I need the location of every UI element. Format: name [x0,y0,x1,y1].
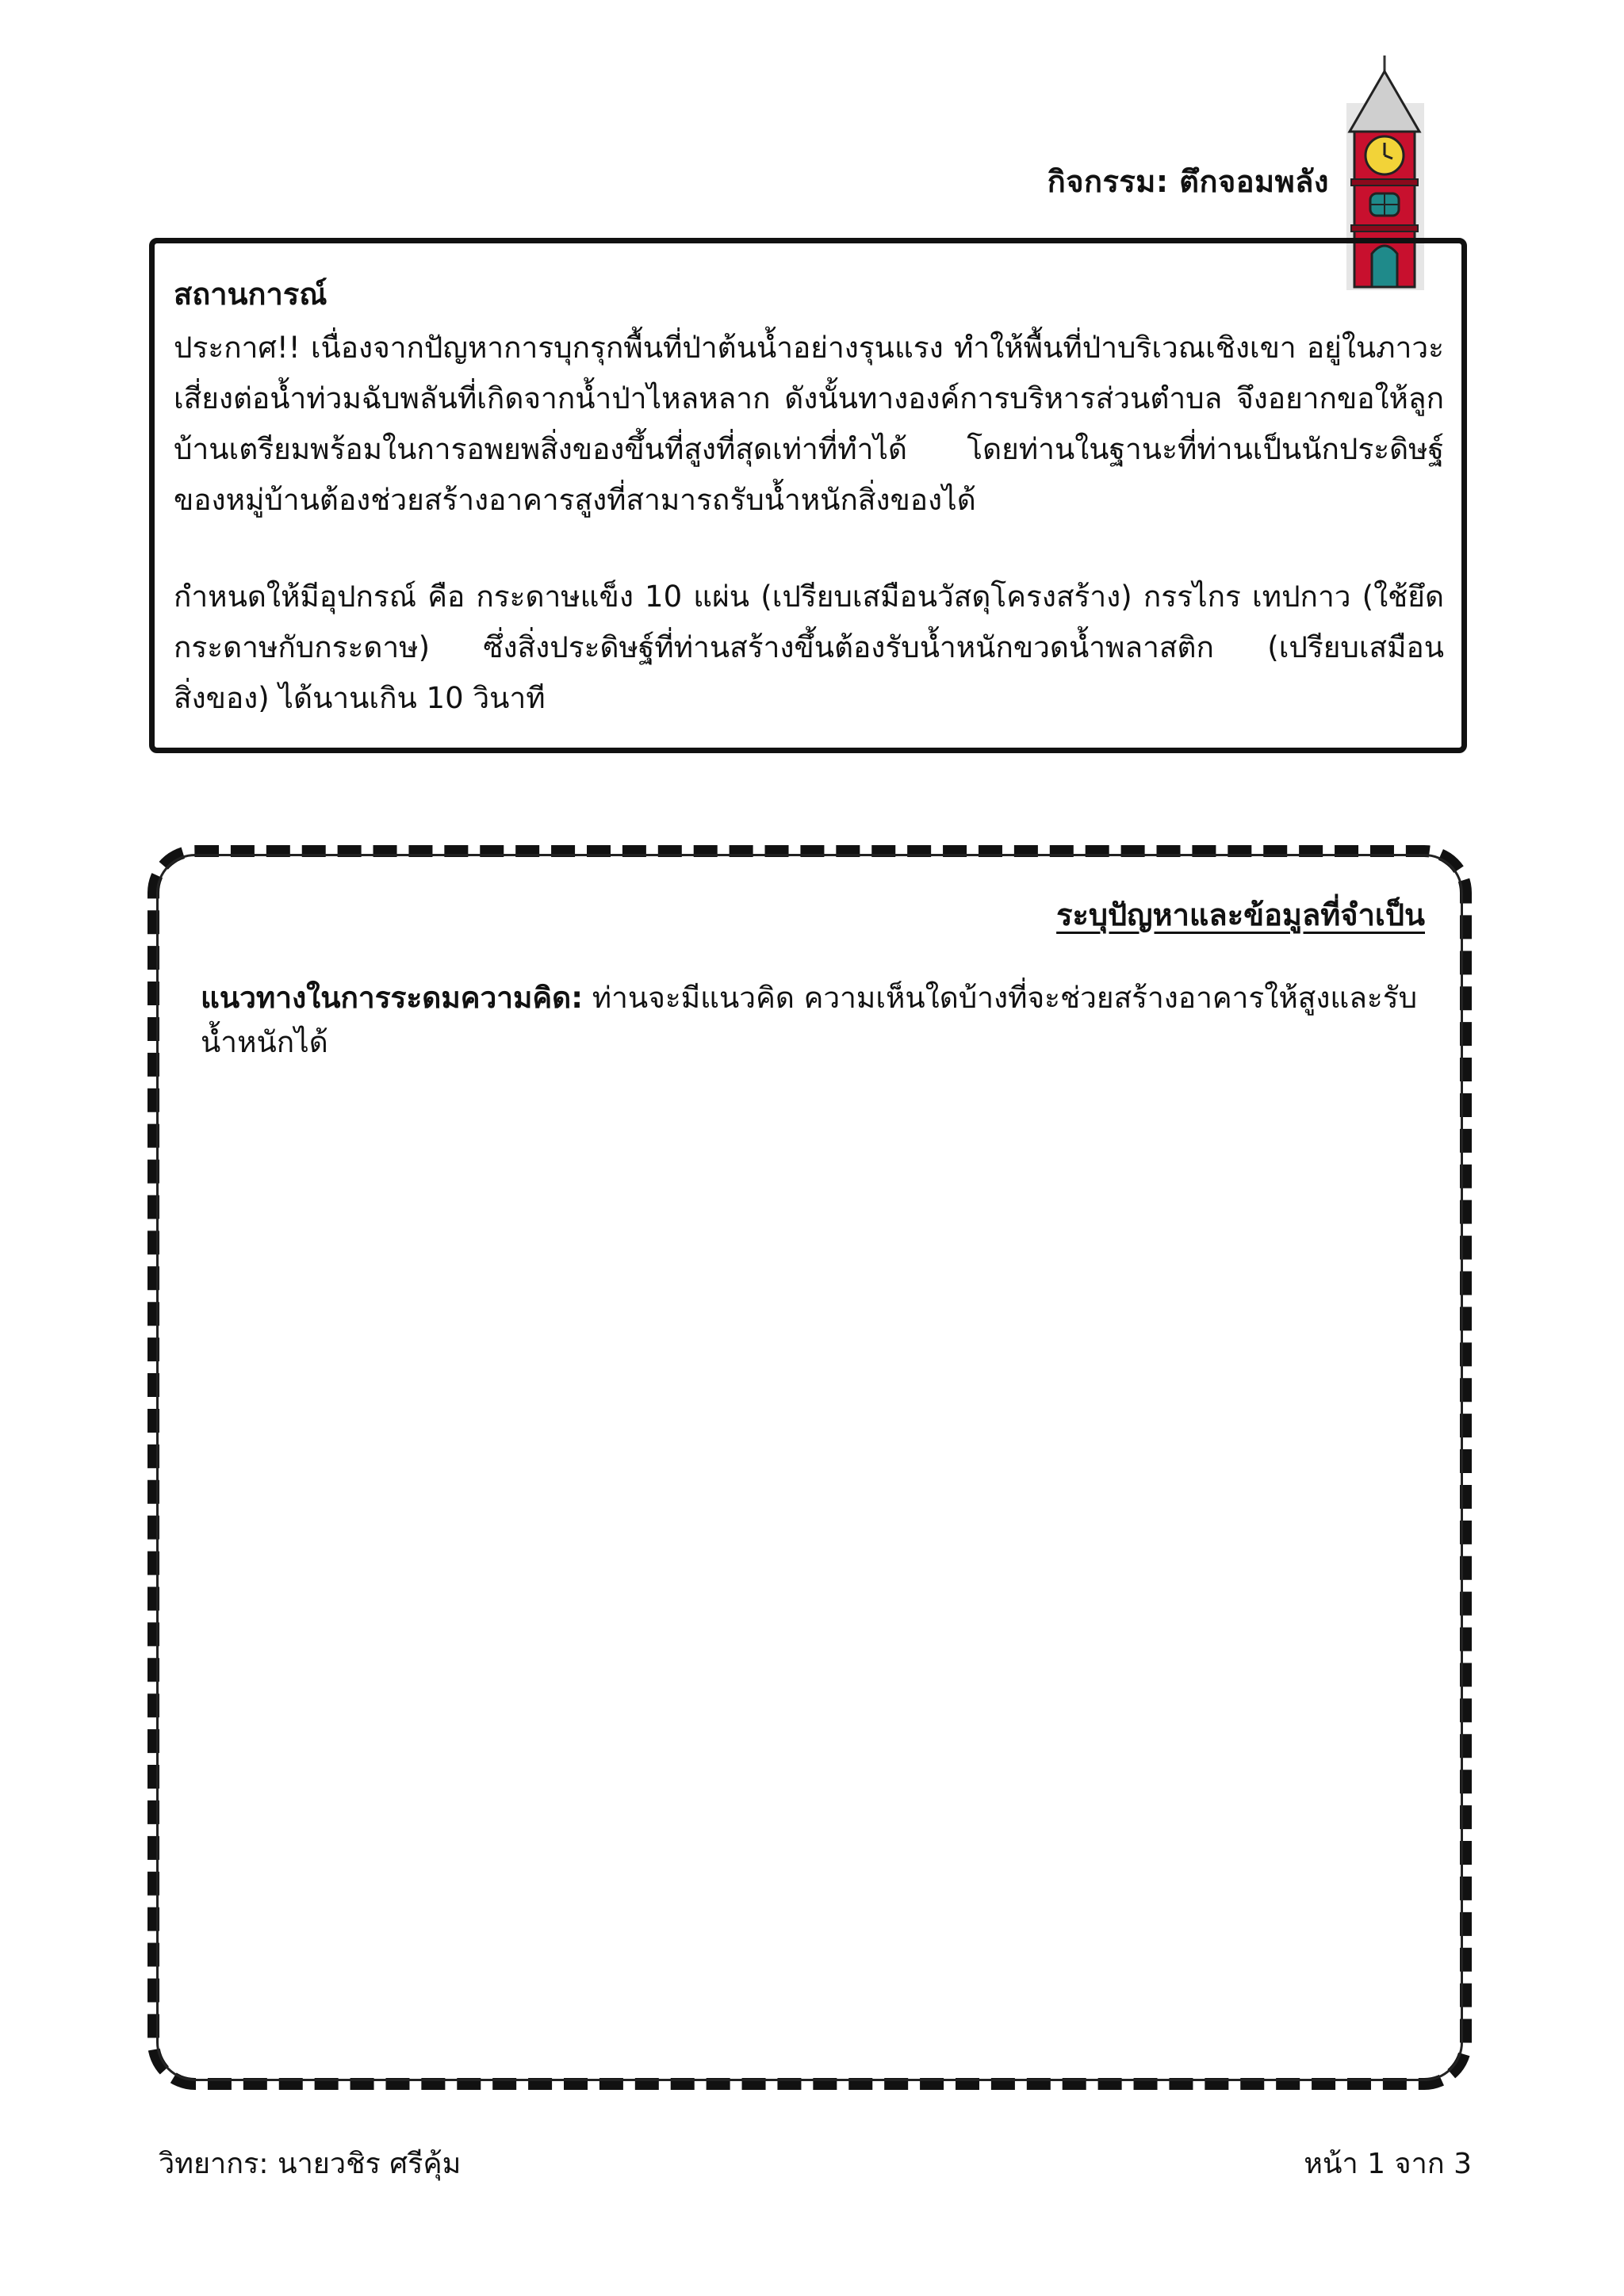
scenario-heading: สถานการณ์ [174,277,327,312]
footer-page-number: หน้า 1 จาก 3 [1304,2148,1472,2180]
problem-title: ระบุปัญหาและข้อมูลที่จำเป็น [1056,897,1425,932]
scenario-paragraph-2: กำหนดให้มีอุปกรณ์ คือ กระดาษแข็ง 10 แผ่น (เปรียบเสมือนวัสดุโครงสร้าง) กรรไกร เทปกาว (ใช้ยึดกระดาษกับกระดาษ) ซึ่งสิ่งประดิษฐ์ที่ท่านสร้างขึ้นต้องรับน้ำหนักขวดน้ำพลาสติก (เปรียบเสมือนสิ่งของ) ได้นานเกิน 10 วินาที [174,580,1444,715]
footer-speaker: วิทยากร: นายวชิร ศรีคุ้ม [159,2148,462,2180]
scenario-box [149,238,1467,753]
guideline-label: แนวทางในการระดมความคิด: [201,981,583,1015]
activity-title: กิจกรรม: ตึกจอมพลัง [1047,164,1329,199]
scenario-paragraph-1: ประกาศ!! เนื่องจากปัญหาการบุกรุกพื้นที่ป่าต้นน้ำอย่างรุนแรง ทำให้พื้นที่ป่าบริเวณเชิงเขา อยู่ในภาวะเสี่ยงต่อน้ำท่วมฉับพลันที่เกิดจากน้ำป่าไหลหลาก ดังนั้นทางองค์การบริหารส่วนตำบล จึงอยากขอให้ลูกบ้านเตรียมพร้อมในการอพยพสิ่งของขึ้นที่สูงที่สุดเท่าที่ทำได้ โดยท่านในฐานะที่ท่านเป็นนักประดิษฐ์ของหมู่บ้านต้องช่วยสร้างอาคารสูงที่สามารถรับน้ำหนักสิ่งของได้ [174,331,1444,517]
brainstorm-guideline [201,976,1428,1065]
problem-box [147,845,1472,2090]
guideline-text: ท่านจะมีแนวคิด ความเห็นใดบ้างที่จะช่วยสร้างอาคารให้สูงและรับน้ำหนักได้ [201,981,1418,1059]
